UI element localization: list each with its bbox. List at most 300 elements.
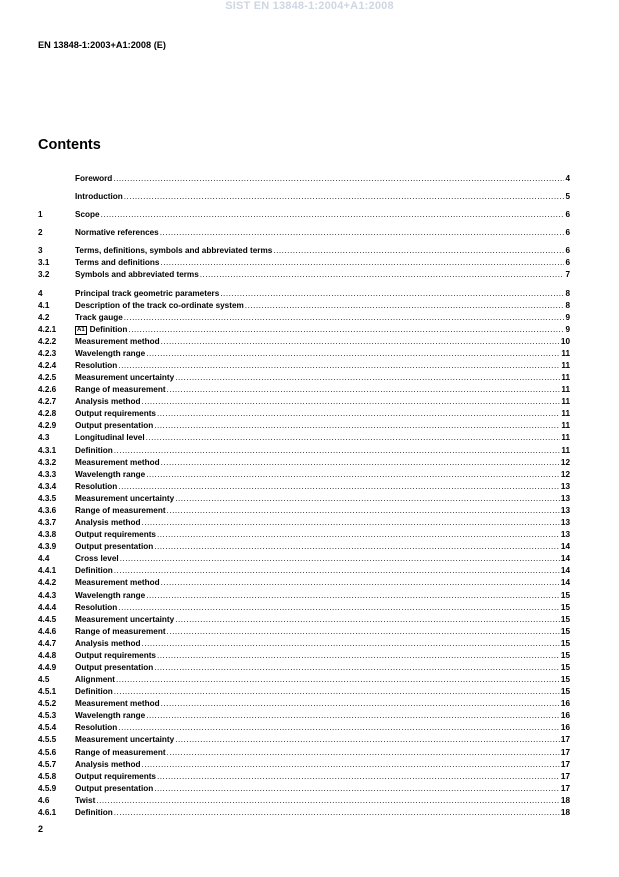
toc-entry-number: 4.6.1 xyxy=(38,807,57,817)
toc-entry-title xyxy=(75,662,153,674)
leader-dots xyxy=(167,626,560,638)
toc-entry-page: 15 xyxy=(560,687,570,697)
leader-dots xyxy=(118,360,560,372)
toc-entry-number: 4.4.1 xyxy=(38,566,57,576)
toc-entry-page: 16 xyxy=(560,711,570,721)
toc-entry-title xyxy=(75,577,160,589)
watermark: SIST EN 13848-1:2004+A1:2008 xyxy=(225,0,394,12)
toc-entry-page: 11 xyxy=(561,409,570,419)
leader-dots xyxy=(146,469,560,481)
toc-entry[interactable] xyxy=(38,795,570,807)
toc-entry-title-text: Measurement uncertainty xyxy=(75,493,175,503)
toc-entry-page: 6 xyxy=(565,258,570,268)
toc-entry-page: 11 xyxy=(561,445,570,455)
leader-dots xyxy=(157,650,560,662)
amendment-marker: A1 xyxy=(77,326,85,333)
leader-dots xyxy=(161,698,560,710)
toc-entry-title xyxy=(75,650,156,662)
toc-entry-number: 4.3.9 xyxy=(38,542,57,552)
toc-entry[interactable] xyxy=(38,698,570,710)
toc-entry-title-text: Track gauge xyxy=(75,312,123,322)
toc-entry-title xyxy=(75,590,145,602)
leader-dots xyxy=(160,227,565,239)
leader-dots xyxy=(118,722,560,734)
toc-entry-title-text: Analysis method xyxy=(75,638,141,648)
leader-dots xyxy=(154,783,560,795)
toc-entry-number: 4.3.6 xyxy=(38,505,57,515)
toc-entry-page: 14 xyxy=(560,566,570,576)
toc-entry-page: 8 xyxy=(565,300,570,310)
toc-entry-number: 4.5.4 xyxy=(38,723,57,733)
toc-entry-title xyxy=(75,565,113,577)
toc-entry-number: 4.2.1 xyxy=(38,324,57,334)
toc-entry-title-text: Measurement method xyxy=(75,336,160,346)
toc-entry-page: 13 xyxy=(560,493,570,503)
toc-entry-title-text: Measurement method xyxy=(75,457,160,467)
toc-entry-title-text: Output requirements xyxy=(75,650,156,660)
toc-entry[interactable] xyxy=(38,245,570,257)
toc-entry[interactable] xyxy=(38,747,570,759)
toc-entry-title-text: Output presentation xyxy=(75,542,154,552)
leader-dots xyxy=(220,288,564,300)
leader-dots xyxy=(161,457,560,469)
toc-entry-number: 4.3.1 xyxy=(38,445,57,455)
toc-entry-title xyxy=(75,300,244,312)
toc-entry-page: 11 xyxy=(561,421,570,431)
toc-entry[interactable] xyxy=(38,710,570,722)
toc-entry-page: 17 xyxy=(560,747,570,757)
toc-entry-title-text: Output presentation xyxy=(75,783,154,793)
toc-entry-title-text: Measurement uncertainty xyxy=(75,735,175,745)
toc-entry-title-text: Wavelength range xyxy=(75,711,146,721)
toc-entry-title xyxy=(75,324,127,336)
toc-entry-page: 17 xyxy=(560,771,570,781)
toc-entry-page: 16 xyxy=(560,723,570,733)
toc-entry-title xyxy=(75,384,166,396)
toc-entry-title-text: Analysis method xyxy=(75,397,141,407)
toc-entry-title xyxy=(75,614,174,626)
toc-entry[interactable] xyxy=(38,565,570,577)
toc-entry-title-text: Measurement method xyxy=(75,699,160,709)
toc-entry-title-text: Foreword xyxy=(75,174,113,183)
toc-entry[interactable] xyxy=(38,396,570,408)
toc-entry-title-text: Resolution xyxy=(75,723,118,733)
toc-entry-number: 4.4.5 xyxy=(38,614,57,624)
toc-entry-page: 11 xyxy=(561,433,570,443)
toc-entry[interactable] xyxy=(38,420,570,432)
toc-entry-title xyxy=(75,257,159,269)
toc-entry-title xyxy=(75,795,95,807)
toc-entry-page: 11 xyxy=(561,385,570,395)
toc-entry-title xyxy=(75,674,115,686)
toc-entry-title xyxy=(75,698,160,710)
leader-dots xyxy=(116,674,560,686)
toc-entry-title xyxy=(75,245,272,257)
leader-dots xyxy=(146,710,560,722)
toc-entry-number: 2 xyxy=(38,228,43,238)
toc-entry-number: 4.2.5 xyxy=(38,373,57,383)
toc-entry-number: 4.2.7 xyxy=(38,397,57,407)
leader-dots xyxy=(124,312,565,324)
toc-entry-number: 4.2.9 xyxy=(38,421,57,431)
toc-entry[interactable] xyxy=(38,614,570,626)
leader-dots xyxy=(142,759,560,771)
toc-entry-title xyxy=(75,372,174,384)
toc-entry-title xyxy=(75,783,153,795)
toc-entry[interactable] xyxy=(38,771,570,783)
toc-entry-title-text: Range of measurement xyxy=(75,385,166,395)
toc-entry[interactable] xyxy=(38,257,570,269)
toc-entry-title xyxy=(75,481,117,493)
toc-entry-page: 14 xyxy=(560,554,570,564)
toc-entry-number: 1 xyxy=(38,210,43,220)
toc-entry-number: 4.5.3 xyxy=(38,711,57,721)
toc-entry-title-text: Output presentation xyxy=(75,662,154,672)
toc-entry-number: 4.5.1 xyxy=(38,687,57,697)
toc-entry[interactable] xyxy=(38,674,570,686)
toc-entry-title-text: Longitudinal level xyxy=(75,433,145,443)
toc-entry-title-text: Analysis method xyxy=(75,518,141,528)
leader-dots xyxy=(114,445,561,457)
toc-entry-page: 9 xyxy=(565,324,570,334)
toc-entry[interactable] xyxy=(38,324,570,336)
toc-entry-number: 4.4.3 xyxy=(38,590,57,600)
toc-entry-title-text: Definition xyxy=(75,687,113,697)
toc-entry-page: 14 xyxy=(560,542,570,552)
toc-entry[interactable] xyxy=(38,638,570,650)
toc-entry-title-text: Description of the track co-ordinate system xyxy=(75,300,244,310)
toc-entry-page: 13 xyxy=(560,481,570,491)
toc-entry-page: 5 xyxy=(565,192,570,202)
toc-entry-page: 6 xyxy=(565,210,570,220)
toc-entry[interactable] xyxy=(38,807,570,819)
toc-entry-title-text: Measurement uncertainty xyxy=(75,614,175,624)
toc-entry-title-text: Analysis method xyxy=(75,759,141,769)
toc-entry-number: 4.5.8 xyxy=(38,771,57,781)
toc-entry-title xyxy=(75,312,123,324)
toc-entry-number: 4.3.2 xyxy=(38,457,57,467)
toc-entry-page: 12 xyxy=(560,469,570,479)
toc-entry-title xyxy=(75,710,145,722)
toc-entry[interactable] xyxy=(38,408,570,420)
toc-entry[interactable] xyxy=(38,372,570,384)
toc-entry-title-text: Wavelength range xyxy=(75,590,146,600)
leader-dots xyxy=(175,614,560,626)
toc-entry-page: 16 xyxy=(560,699,570,709)
toc-entry-title xyxy=(75,541,153,553)
leader-dots xyxy=(124,191,565,203)
toc-entry-number: 4.2.8 xyxy=(38,409,57,419)
leader-dots xyxy=(101,209,565,221)
leader-dots xyxy=(118,481,560,493)
toc-entry-title-text: Resolution xyxy=(75,602,118,612)
toc-entry-title xyxy=(75,408,156,420)
leader-dots xyxy=(146,348,560,360)
toc-entry[interactable] xyxy=(38,173,570,185)
leader-dots xyxy=(128,324,564,336)
toc-entry-title xyxy=(75,517,141,529)
leader-dots xyxy=(113,173,564,185)
toc-entry-title xyxy=(75,529,156,541)
toc-entry[interactable] xyxy=(38,553,570,565)
leader-dots xyxy=(118,602,560,614)
toc-entry-title-text: Introduction xyxy=(75,192,123,202)
toc-entry-title xyxy=(75,734,174,746)
leader-dots xyxy=(114,565,560,577)
leader-dots xyxy=(245,300,565,312)
toc-entry-page: 15 xyxy=(560,614,570,624)
toc-entry-title xyxy=(75,420,153,432)
toc-entry-title xyxy=(75,288,219,300)
toc-entry[interactable] xyxy=(38,348,570,360)
page-number: 2 xyxy=(38,824,44,834)
toc-entry-page: 18 xyxy=(560,795,570,805)
leader-dots xyxy=(167,747,560,759)
leader-dots xyxy=(114,686,560,698)
toc-entry-number: 3 xyxy=(38,246,43,256)
toc-entry-number: 4.3.3 xyxy=(38,469,57,479)
toc-entry-title xyxy=(75,553,119,565)
leader-dots xyxy=(175,372,560,384)
toc-entry-title-text: Principal track geometric parameters xyxy=(75,288,220,298)
toc-entry-title xyxy=(75,191,123,203)
toc-entry[interactable] xyxy=(38,457,570,469)
toc-entry[interactable] xyxy=(38,517,570,529)
toc-entry-number: 4.2.2 xyxy=(38,336,57,346)
toc-entry-title xyxy=(75,602,117,614)
leader-dots xyxy=(157,529,560,541)
leader-dots xyxy=(200,269,565,281)
toc-entry[interactable] xyxy=(38,227,570,239)
toc-entry-number: 4.4 xyxy=(38,554,50,564)
leader-dots xyxy=(167,505,560,517)
toc-entry-title-text: Resolution xyxy=(75,481,118,491)
toc-entry-title xyxy=(75,626,166,638)
toc-entry-title-text: Wavelength range xyxy=(75,348,146,358)
toc-entry[interactable] xyxy=(38,481,570,493)
toc-entry[interactable] xyxy=(38,662,570,674)
toc-entry-number: 4.5.9 xyxy=(38,783,57,793)
toc-entry[interactable] xyxy=(38,288,570,300)
leader-dots xyxy=(154,541,560,553)
toc-entry-number: 4.5 xyxy=(38,675,50,685)
toc-entry-title xyxy=(75,686,113,698)
toc-entry-title-text: Cross level xyxy=(75,554,119,564)
leader-dots xyxy=(175,734,560,746)
toc-entry-title xyxy=(75,360,117,372)
toc-entry[interactable] xyxy=(38,300,570,312)
leader-dots xyxy=(120,553,560,565)
toc-entry-page: 7 xyxy=(565,270,570,280)
toc-entry[interactable] xyxy=(38,577,570,589)
toc-entry[interactable] xyxy=(38,269,570,281)
table-of-contents xyxy=(38,173,570,819)
toc-entry[interactable] xyxy=(38,469,570,481)
leader-dots xyxy=(161,577,560,589)
leader-dots xyxy=(96,795,560,807)
toc-entry-title xyxy=(75,396,141,408)
toc-entry-title-text: Terms, definitions, symbols and abbreviated terms xyxy=(75,246,273,256)
toc-entry-page: 14 xyxy=(560,578,570,588)
toc-entry-number: 4.2.4 xyxy=(38,361,57,371)
toc-entry-title-text: Definition xyxy=(75,807,113,817)
toc-entry-page: 6 xyxy=(565,246,570,256)
leader-dots xyxy=(157,771,560,783)
toc-entry-page: 13 xyxy=(560,505,570,515)
toc-entry-title xyxy=(75,209,100,221)
toc-entry-number: 4.1 xyxy=(38,300,50,310)
toc-entry-number: 4.3.8 xyxy=(38,530,57,540)
toc-entry-page: 6 xyxy=(565,228,570,238)
toc-entry-title-text: Definition xyxy=(89,324,128,334)
toc-entry-page: 15 xyxy=(560,626,570,636)
leader-dots xyxy=(167,384,561,396)
toc-entry-number: 4.4.6 xyxy=(38,626,57,636)
toc-entry-title xyxy=(75,432,145,444)
toc-entry[interactable] xyxy=(38,312,570,324)
toc-entry[interactable] xyxy=(38,759,570,771)
toc-entry[interactable] xyxy=(38,432,570,444)
toc-entry-number: 3.2 xyxy=(38,270,50,280)
page-title: Contents xyxy=(38,137,101,153)
toc-entry-title-text: Scope xyxy=(75,210,100,220)
toc-entry-page: 13 xyxy=(560,530,570,540)
toc-entry-title-text: Output presentation xyxy=(75,421,154,431)
toc-entry-title-text: Range of measurement xyxy=(75,626,166,636)
toc-entry-title-text: Wavelength range xyxy=(75,469,146,479)
toc-entry-title xyxy=(75,445,113,457)
toc-entry[interactable] xyxy=(38,734,570,746)
toc-entry-page: 11 xyxy=(561,397,570,407)
toc-entry-page: 15 xyxy=(560,650,570,660)
toc-entry-page: 15 xyxy=(560,590,570,600)
toc-entry-title-text: Symbols and abbreviated terms xyxy=(75,270,199,280)
toc-entry-page: 4 xyxy=(565,174,570,183)
toc-entry-number: 4.3.7 xyxy=(38,518,57,528)
toc-entry-number: 4.4.8 xyxy=(38,650,57,660)
toc-entry[interactable] xyxy=(38,590,570,602)
toc-entry-page: 11 xyxy=(561,348,570,358)
leader-dots xyxy=(142,396,561,408)
toc-entry-title xyxy=(75,348,145,360)
leader-dots xyxy=(142,638,560,650)
toc-entry-page: 15 xyxy=(560,638,570,648)
toc-entry[interactable] xyxy=(38,336,570,348)
toc-entry[interactable] xyxy=(38,602,570,614)
toc-entry-page: 15 xyxy=(560,662,570,672)
toc-entry-title-text: Normative references xyxy=(75,228,159,238)
toc-entry[interactable] xyxy=(38,209,570,221)
toc-entry-title xyxy=(75,227,159,239)
toc-entry-number: 4.4.9 xyxy=(38,662,57,672)
leader-dots xyxy=(161,336,560,348)
toc-entry-number: 4.6 xyxy=(38,795,50,805)
document-id: EN 13848-1:2003+A1:2008 (E) xyxy=(38,40,166,50)
toc-entry[interactable] xyxy=(38,384,570,396)
toc-entry-title-text: Measurement uncertainty xyxy=(75,373,175,383)
leader-dots xyxy=(114,807,560,819)
toc-entry[interactable] xyxy=(38,541,570,553)
leader-dots xyxy=(142,517,560,529)
toc-entry-title xyxy=(75,457,160,469)
toc-entry-page: 15 xyxy=(560,675,570,685)
toc-entry-title xyxy=(75,493,174,505)
toc-entry-page: 9 xyxy=(565,312,570,322)
toc-entry-title-text: Definition xyxy=(75,445,113,455)
toc-entry-title-text: Twist xyxy=(75,795,96,805)
toc-entry[interactable] xyxy=(38,722,570,734)
leader-dots xyxy=(154,662,560,674)
leader-dots xyxy=(160,257,564,269)
toc-entry-title xyxy=(75,771,156,783)
toc-entry-title-text: Terms and definitions xyxy=(75,258,160,268)
toc-entry-title-text: Resolution xyxy=(75,361,118,371)
toc-entry[interactable] xyxy=(38,505,570,517)
toc-entry-page: 12 xyxy=(560,457,570,467)
toc-entry-page: 18 xyxy=(560,807,570,817)
toc-entry-title xyxy=(75,807,113,819)
toc-entry[interactable] xyxy=(38,783,570,795)
toc-entry[interactable] xyxy=(38,360,570,372)
toc-entry-title xyxy=(75,469,145,481)
toc-entry-page: 10 xyxy=(560,336,570,346)
toc-entry-title-text: Output requirements xyxy=(75,771,156,781)
toc-entry-title-text: Range of measurement xyxy=(75,747,166,757)
toc-entry-title xyxy=(75,336,160,348)
leader-dots xyxy=(175,493,560,505)
toc-entry-page: 17 xyxy=(560,735,570,745)
toc-entry-title-text: Definition xyxy=(75,566,113,576)
toc-entry-page: 11 xyxy=(561,361,570,371)
toc-entry-number: 4.3.5 xyxy=(38,493,57,503)
toc-entry-page: 15 xyxy=(560,602,570,612)
leader-dots xyxy=(157,408,560,420)
toc-entry[interactable] xyxy=(38,191,570,203)
toc-entry-page: 13 xyxy=(560,518,570,528)
toc-entry-title xyxy=(75,269,199,281)
toc-entry-number: 4.2.6 xyxy=(38,385,57,395)
toc-entry[interactable] xyxy=(38,650,570,662)
toc-entry-page: 8 xyxy=(565,288,570,298)
toc-entry-number: 4.2 xyxy=(38,312,50,322)
toc-entry-title xyxy=(75,505,166,517)
toc-entry-number: 4.3 xyxy=(38,433,50,443)
toc-entry-number: 4.4.7 xyxy=(38,638,57,648)
toc-entry-page: 17 xyxy=(560,783,570,793)
toc-entry-number: 4.5.7 xyxy=(38,759,57,769)
toc-entry-page: 17 xyxy=(560,759,570,769)
leader-dots xyxy=(273,245,564,257)
toc-entry[interactable] xyxy=(38,626,570,638)
toc-entry-number: 3.1 xyxy=(38,258,50,268)
toc-entry-title xyxy=(75,173,112,185)
toc-entry-number: 4.5.5 xyxy=(38,735,57,745)
leader-dots xyxy=(146,432,561,444)
toc-entry[interactable] xyxy=(38,445,570,457)
toc-entry-number: 4.4.2 xyxy=(38,578,57,588)
toc-entry-number: 4.3.4 xyxy=(38,481,57,491)
leader-dots xyxy=(154,420,560,432)
toc-entry-title xyxy=(75,722,117,734)
toc-entry[interactable] xyxy=(38,529,570,541)
toc-entry-number: 4.5.6 xyxy=(38,747,57,757)
toc-entry-title xyxy=(75,747,166,759)
toc-entry[interactable] xyxy=(38,686,570,698)
toc-entry[interactable] xyxy=(38,493,570,505)
toc-entry-number: 4.2.3 xyxy=(38,348,57,358)
toc-entry-number: 4.4.4 xyxy=(38,602,57,612)
toc-entry-number: 4 xyxy=(38,288,43,298)
